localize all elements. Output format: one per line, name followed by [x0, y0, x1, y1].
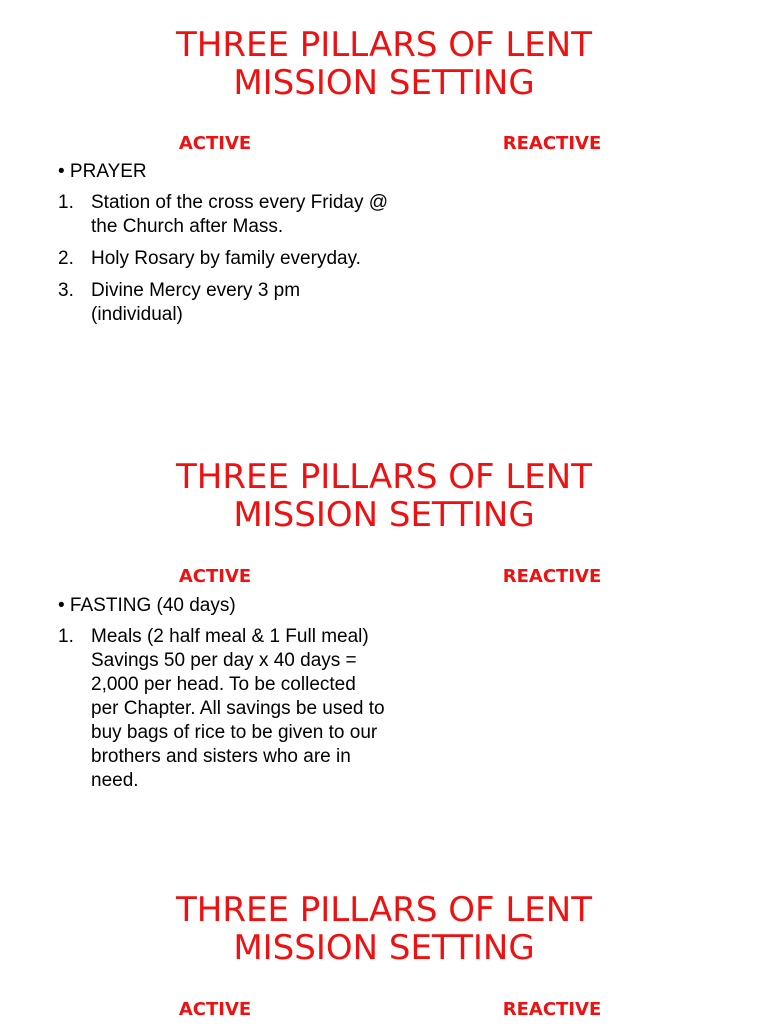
list-item: [58, 191, 388, 239]
slide-title: [0, 891, 768, 967]
reactive-column-heading: REACTIVE: [502, 566, 602, 587]
list-item-text: Station of the cross every Friday @ the Church after Mass.: [91, 192, 389, 237]
slide-title: [0, 458, 768, 534]
slide-title-line1: THREE PILLARS OF LENT: [176, 25, 592, 65]
reactive-column-heading: REACTIVE: [502, 133, 602, 154]
slide-title-line2: MISSION SETTING: [233, 63, 535, 103]
list-item-text: Meals (2 half meal & 1 Full meal) Savings 50 per day x 40 days = 2,000 per head. To be collected per Chapter. All savings be used to buy bags of rice to be given to our brothers and sisters who are in need.: [91, 626, 385, 791]
list-item: [58, 247, 388, 271]
slide-content: [58, 160, 388, 335]
slide-title: [0, 26, 768, 102]
pillar-bullet: • PRAYER: [58, 161, 147, 182]
slide-title-line1: THREE PILLARS OF LENT: [176, 457, 592, 497]
list-item-number: 2.: [58, 248, 74, 269]
slide-title-line2: MISSION SETTING: [233, 495, 535, 535]
slide-title-line1: THREE PILLARS OF LENT: [176, 890, 592, 930]
active-column-heading: ACTIVE: [178, 999, 252, 1020]
list-item-text: Divine Mercy every 3 pm (individual): [91, 280, 301, 325]
list-item-number: 1.: [58, 626, 74, 647]
slide-content: [58, 594, 388, 801]
pillar-bullet: • FASTING (40 days): [58, 595, 236, 616]
active-column-heading: ACTIVE: [178, 133, 252, 154]
list-item: [58, 625, 388, 793]
list-item: [58, 279, 388, 327]
active-column-heading: ACTIVE: [178, 566, 252, 587]
reactive-column-heading: REACTIVE: [502, 999, 602, 1020]
list-item-number: 1.: [58, 192, 74, 213]
slide-title-line2: MISSION SETTING: [233, 928, 535, 968]
list-item-number: 3.: [58, 280, 74, 301]
list-item-text: Holy Rosary by family everyday.: [91, 248, 361, 269]
